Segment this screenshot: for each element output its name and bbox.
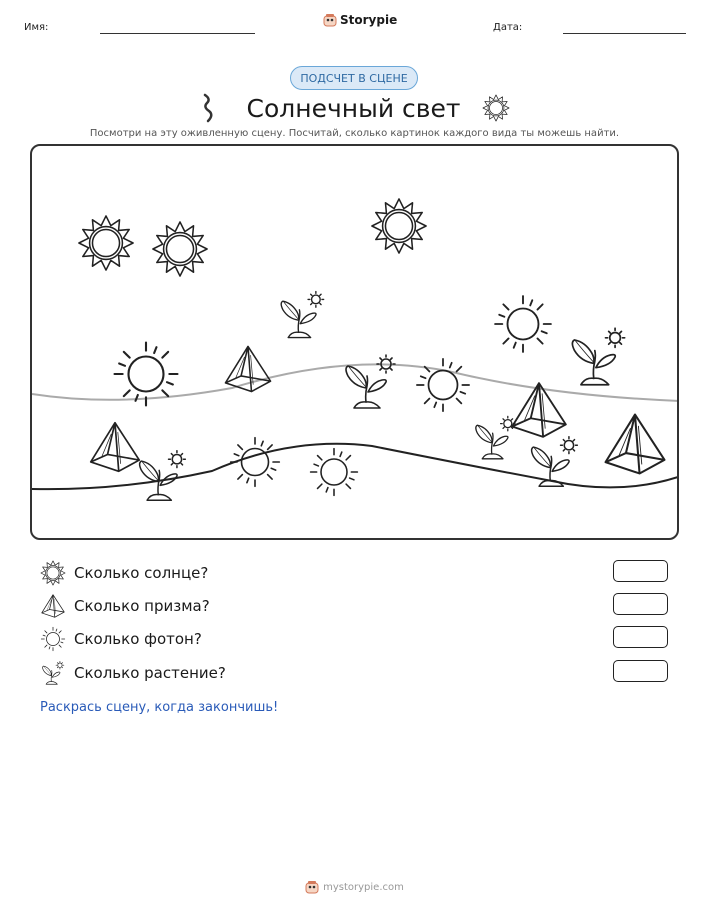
page-title-row xyxy=(0,92,709,123)
plant-icon xyxy=(40,660,66,686)
activity-badge: ПОДСЧЕТ В СЦЕНЕ xyxy=(290,66,418,90)
brand-logo xyxy=(323,13,397,27)
answer-box-plant[interactable] xyxy=(613,660,668,682)
coloring-note: Раскрась сцену, когда закончишь! xyxy=(40,700,279,715)
question-row-prism xyxy=(40,593,210,619)
footer xyxy=(0,880,709,894)
light-wave-icon xyxy=(199,93,217,123)
instructions: Посмотри на эту оживленную сцену. Посчитай, сколько картинок каждого вида ты можешь найти. xyxy=(89,128,620,139)
question-text: Сколько призма? xyxy=(74,597,210,615)
question-text: Сколько растение? xyxy=(74,664,226,682)
footer-url[interactable]: mystorypie.com xyxy=(323,881,404,893)
brand-name: Storypie xyxy=(340,13,398,27)
prism-icon xyxy=(606,415,665,474)
answer-box-sun[interactable] xyxy=(613,560,668,582)
prism-icon xyxy=(225,346,270,391)
name-field[interactable] xyxy=(100,33,255,34)
plant-icon xyxy=(346,355,395,408)
photon-icon xyxy=(417,359,469,411)
scene-canvas xyxy=(32,146,679,540)
date-label: Дата: xyxy=(493,22,523,33)
sun-icon xyxy=(153,222,207,276)
photon-icon xyxy=(495,296,551,352)
mascot-icon xyxy=(305,880,319,894)
plant-icon xyxy=(476,416,515,458)
page-title: Солнечный свет xyxy=(246,93,461,123)
mascot-icon xyxy=(323,13,337,27)
answer-box-photon[interactable] xyxy=(613,626,668,648)
plant-icon xyxy=(281,292,323,338)
date-field[interactable] xyxy=(563,33,686,34)
sun-icon xyxy=(40,560,66,586)
photon-icon xyxy=(115,343,178,406)
plant-icon xyxy=(140,451,186,500)
prism-icon xyxy=(40,593,66,619)
name-label: Имя: xyxy=(24,22,49,33)
photon-icon xyxy=(311,449,358,496)
sun-icon xyxy=(79,216,133,270)
question-text: Сколько солнце? xyxy=(74,564,209,582)
question-text: Сколько фотон? xyxy=(74,630,202,648)
sun-icon xyxy=(372,199,426,253)
answer-box-prism[interactable] xyxy=(613,593,668,615)
counting-scene xyxy=(30,144,679,540)
question-row-sun xyxy=(40,560,208,586)
title-sun-icon xyxy=(482,94,510,122)
question-row-photon xyxy=(40,626,202,652)
photon-icon xyxy=(231,438,280,487)
photon-icon xyxy=(40,626,66,652)
plant-icon xyxy=(572,328,624,385)
prism-icon xyxy=(91,423,140,472)
question-row-plant xyxy=(40,660,226,686)
